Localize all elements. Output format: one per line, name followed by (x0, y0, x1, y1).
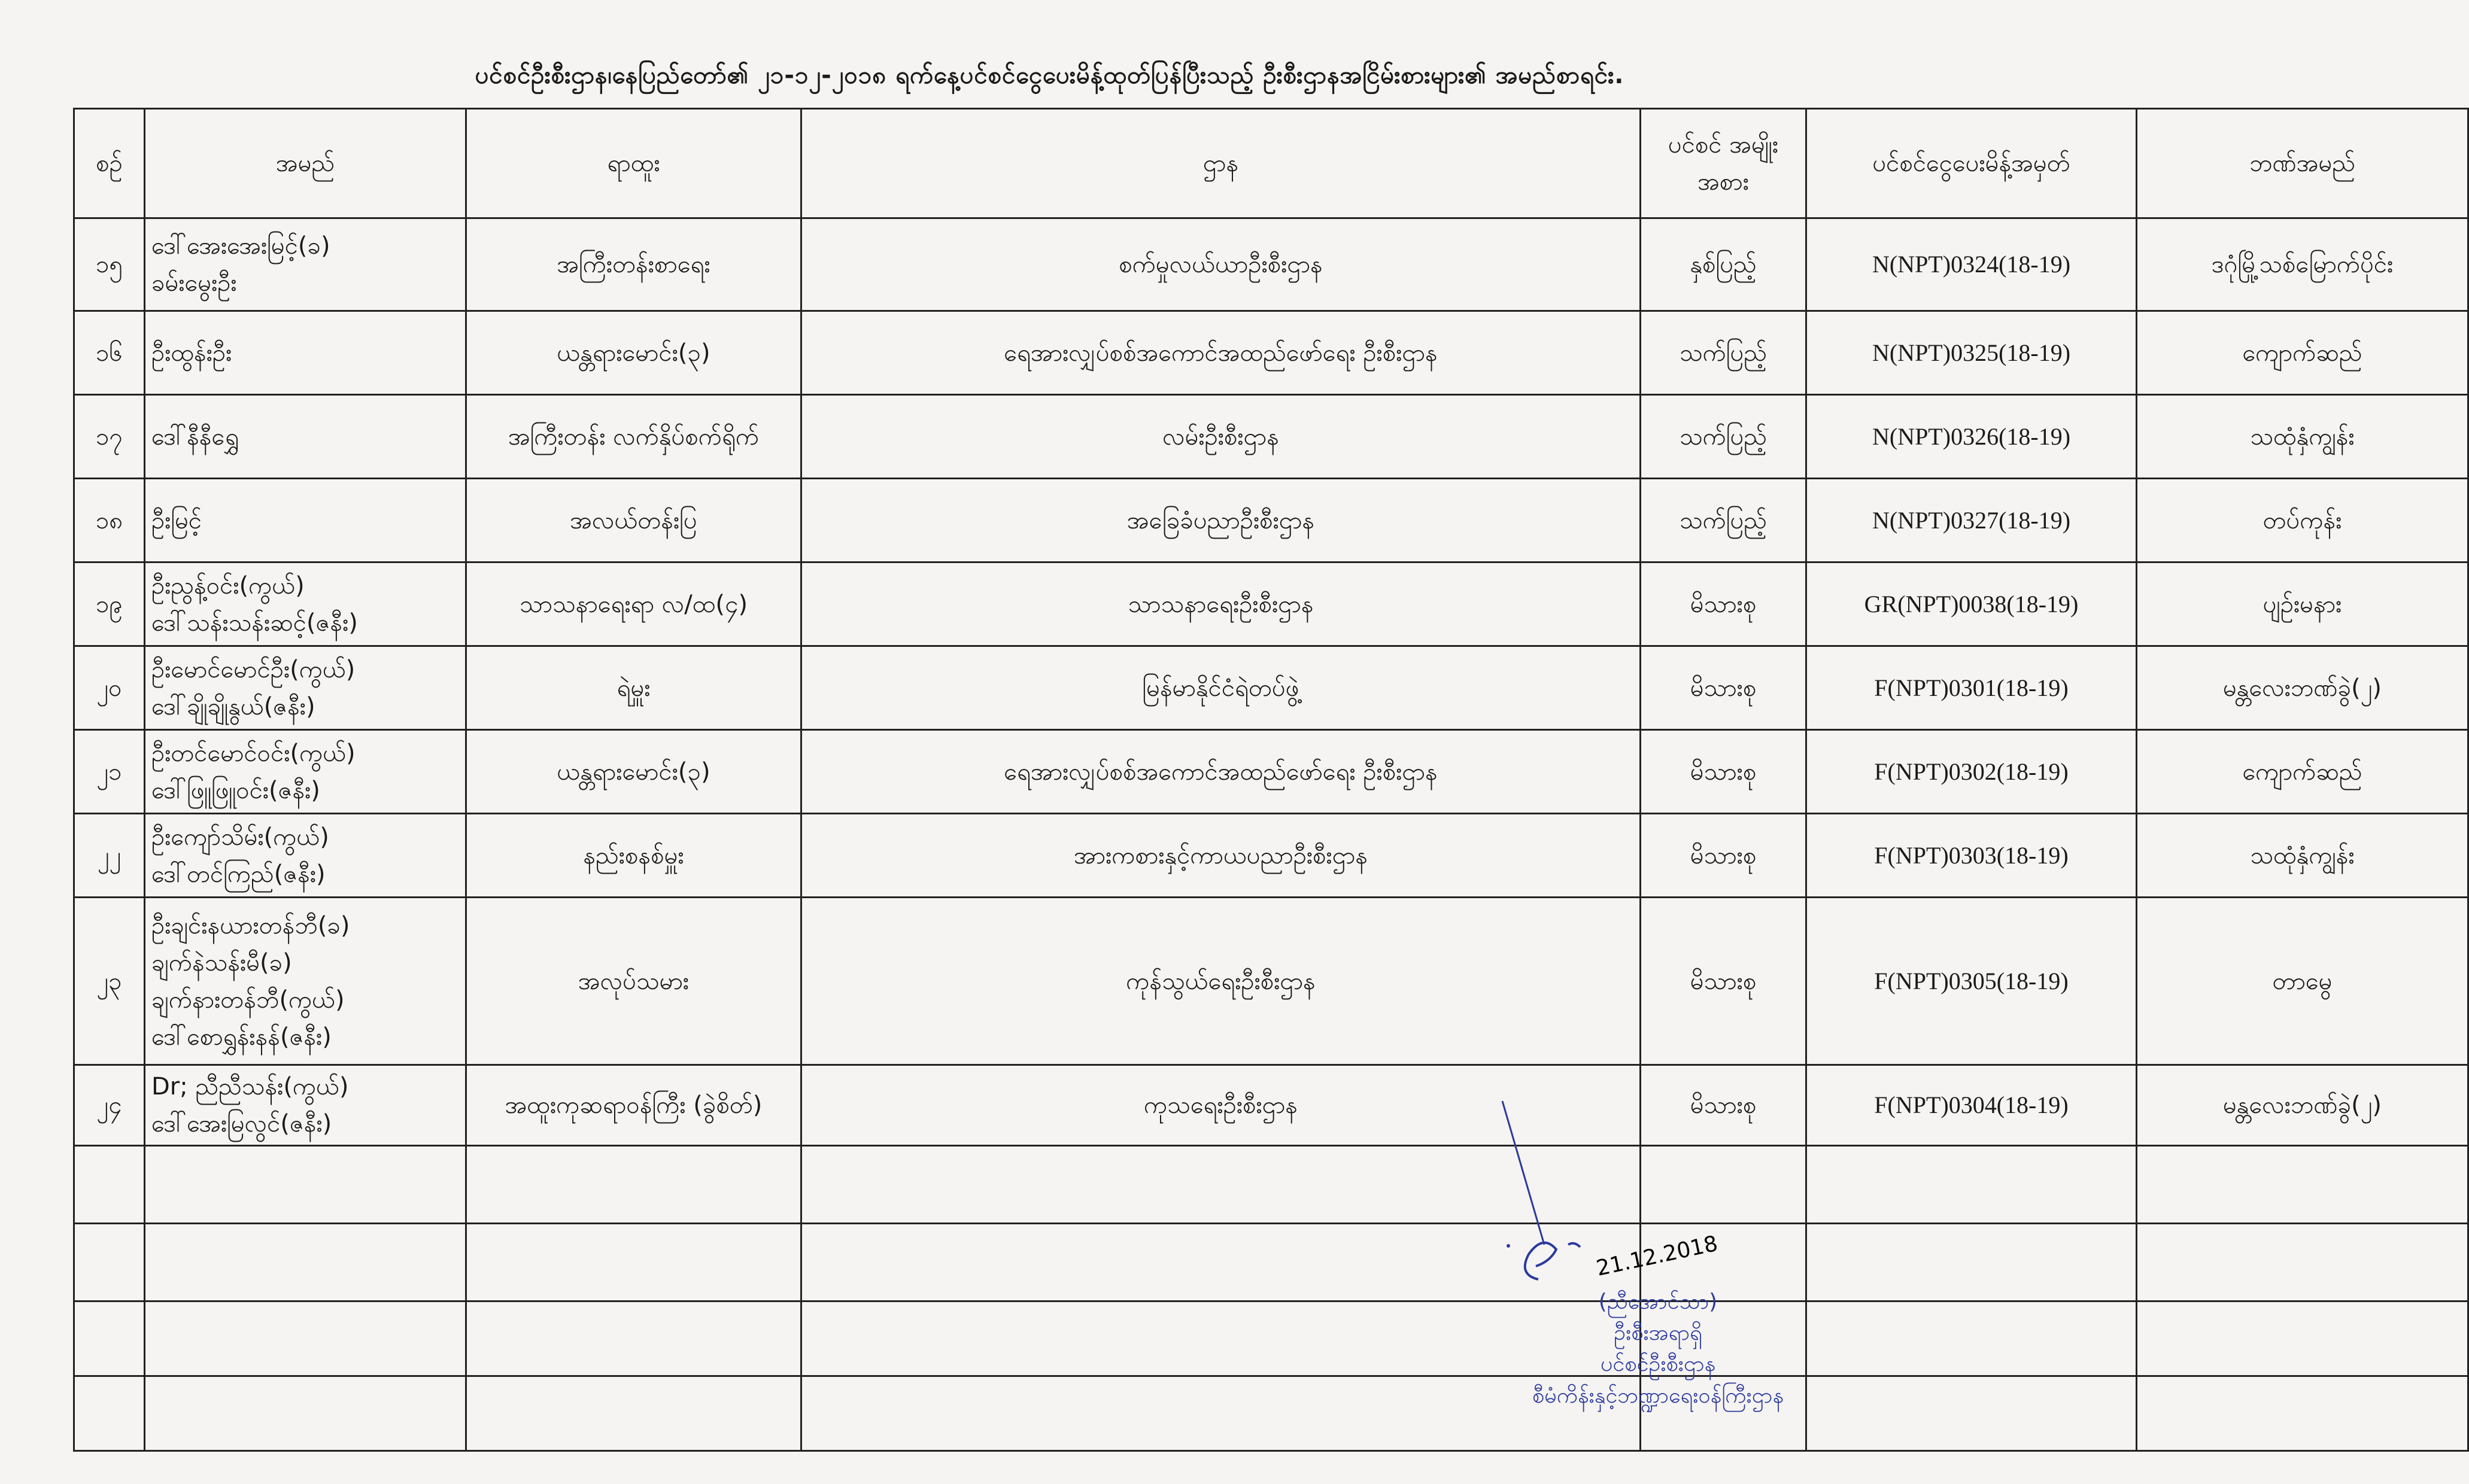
table-row (74, 730, 2468, 814)
cell-name (145, 311, 466, 395)
cell-no: ၁၈ (74, 479, 145, 562)
cell-rank: အကြီးတန်း လက်နှိပ်စက်ရိုက် (466, 395, 801, 479)
cell-department: မြန်မာနိုင်ငံရဲတပ်ဖွဲ့ (801, 646, 1641, 730)
cell-rank: အလုပ်သမား (466, 898, 801, 1065)
signature-date: 21.12.2018 (1594, 1231, 1720, 1281)
cell-bank: သထုံနှံကျွန်း (2137, 395, 2468, 479)
person-name: ဦးတင်မောင်ဝင်း(ကွယ်) (151, 739, 356, 767)
cell-name (145, 1065, 466, 1146)
table-header-row (74, 109, 2468, 218)
table-row (74, 1376, 2468, 1451)
table-row (74, 646, 2468, 730)
cell-permit-no: F(NPT)0302(18-19) (1806, 730, 2137, 814)
header-bank: ဘဏ်အမည် (2137, 109, 2468, 218)
cell-pension-type: မိသားစု (1641, 562, 1806, 646)
person-name: ချက်နဲသန်းမီ(ခ) (151, 948, 292, 977)
cell-pension-type: သက်ပြည့် (1641, 311, 1806, 395)
header-pension-type: ပင်စင် အမျိုးအစား (1641, 109, 1806, 218)
cell-rank: ယန္တရားမောင်း(၃) (466, 730, 801, 814)
cell-no: ၂၀ (74, 646, 145, 730)
cell-permit-no: N(NPT)0327(18-19) (1806, 479, 2137, 562)
cell-no: ၁၉ (74, 562, 145, 646)
cell-rank: ရဲမှူး (466, 646, 801, 730)
cell-name (145, 1301, 466, 1376)
cell-permit-no: F(NPT)0301(18-19) (1806, 646, 2137, 730)
cell-department: အခြေခံပညာဦးစီးဌာန (801, 479, 1641, 562)
cell-rank (466, 1301, 801, 1376)
cell-rank: အကြီးတန်းစာရေး (466, 218, 801, 311)
table-row (74, 479, 2468, 562)
cell-rank: အလယ်တန်းပြ (466, 479, 801, 562)
signatory-office: ပင်စင်ဦးစီးဌာန (1600, 1352, 1716, 1377)
cell-department: လမ်းဦးစီးဌာန (801, 395, 1641, 479)
cell-name (145, 395, 466, 479)
cell-permit-no: N(NPT)0324(18-19) (1806, 218, 2137, 311)
table-row (74, 395, 2468, 479)
cell-name (145, 562, 466, 646)
cell-department: ကုသရေးဦးစီးဌာန (801, 1065, 1641, 1146)
cell-permit-no: F(NPT)0304(18-19) (1806, 1065, 2137, 1146)
person-name: ဦးကျော်သိမ်း(ကွယ်) (151, 823, 329, 851)
person-name: ဦးချင်းနယားတန်ဘီ(ခ) (151, 911, 350, 939)
cell-pension-type: မိသားစု (1641, 730, 1806, 814)
cell-pension-type: သက်ပြည့် (1641, 479, 1806, 562)
cell-pension-type: မိသားစု (1641, 646, 1806, 730)
cell-bank: တာမွေ (2137, 898, 2468, 1065)
person-name: ဒေါ်တင်ကြည်(ဇနီး) (151, 860, 326, 888)
person-name: ဒေါ်နီနီရွှေ (151, 422, 239, 451)
cell-bank: ကျောက်ဆည် (2137, 311, 2468, 395)
table-row (74, 814, 2468, 898)
cell-no: ၂၁ (74, 730, 145, 814)
cell-no (74, 1301, 145, 1376)
cell-bank: ဒဂုံမြို့သစ်မြောက်ပိုင်း (2137, 218, 2468, 311)
person-name: ဦးညွန့်ဝင်း(ကွယ်) (151, 571, 305, 600)
cell-no: ၂၃ (74, 898, 145, 1065)
cell-name (145, 898, 466, 1065)
cell-no: ၁၇ (74, 395, 145, 479)
cell-permit-no: F(NPT)0305(18-19) (1806, 898, 2137, 1065)
cell-bank: ပျဉ်းမနား (2137, 562, 2468, 646)
person-name: Dr; ညီညီသန်း(ကွယ်) (151, 1073, 349, 1100)
cell-no (74, 1376, 145, 1451)
cell-department: ရေအားလျှပ်စစ်အကောင်အထည်ဖော်ရေး ဦးစီးဌာန (801, 311, 1641, 395)
cell-no: ၁၆ (74, 311, 145, 395)
signatory-name: (ညီအောင်သာ) (1598, 1290, 1718, 1314)
header-permit-no: ပင်စင်ငွေပေးမိန့်အမှတ် (1806, 109, 2137, 218)
cell-rank: အထူးကုဆရာဝန်ကြီး (ခွဲစိတ်) (466, 1065, 801, 1146)
header-rank: ရာထူး (466, 109, 801, 218)
table-row (74, 311, 2468, 395)
cell-name (145, 646, 466, 730)
cell-bank (2137, 1301, 2468, 1376)
cell-permit-no: N(NPT)0326(18-19) (1806, 395, 2137, 479)
cell-no: ၂၄ (74, 1065, 145, 1146)
person-name: ဒေါ်စောရွှန်းနန်(ဇနီး) (151, 1023, 332, 1051)
cell-rank (466, 1224, 801, 1301)
cell-bank: ကျောက်ဆည် (2137, 730, 2468, 814)
person-name: ခမ်းမွေးဦး (151, 269, 237, 297)
signature-block (1442, 1209, 1873, 1412)
person-name: ဒေါ်အေးမြလွင်(ဇနီး) (151, 1110, 332, 1138)
cell-bank: တပ်ကုန်း (2137, 479, 2468, 562)
signatory-title: ဦးစီးအရာရှိ (1614, 1321, 1702, 1346)
cell-department: အားကစားနှင့်ကာယပညာဦးစီးဌာန (801, 814, 1641, 898)
person-name: ချက်နားတန်ဘီ(ကွယ်) (151, 986, 345, 1014)
cell-department: ကုန်သွယ်ရေးဦးစီးဌာန (801, 898, 1641, 1065)
table-row (74, 1301, 2468, 1376)
table-row (74, 1146, 2468, 1224)
table-row (74, 898, 2468, 1065)
cell-permit-no: GR(NPT)0038(18-19) (1806, 562, 2137, 646)
cell-rank (466, 1376, 801, 1451)
person-name: ဦးထွန်းဦး (151, 339, 232, 367)
handwritten-signature (1502, 1209, 1814, 1287)
cell-no (74, 1224, 145, 1301)
cell-pension-type: သက်ပြည့် (1641, 395, 1806, 479)
cell-rank: သာသနာရေးရာ လ/ထ(၄) (466, 562, 801, 646)
header-no: စဉ် (74, 109, 145, 218)
cell-no: ၁၅ (74, 218, 145, 311)
cell-name (145, 814, 466, 898)
cell-pension-type: မိသားစု (1641, 1065, 1806, 1146)
cell-rank: ယန္တရားမောင်း(၃) (466, 311, 801, 395)
cell-bank (2137, 1224, 2468, 1301)
cell-name (145, 479, 466, 562)
cell-department: ရေအားလျှပ်စစ်အကောင်အထည်ဖော်ရေး ဦးစီးဌာန (801, 730, 1641, 814)
cell-department: စက်မှုလယ်ယာဦးစီးဌာန (801, 218, 1641, 311)
cell-bank: မန္တလေးဘဏ်ခွဲ(၂) (2137, 1065, 2468, 1146)
cell-name (145, 1376, 466, 1451)
person-name: ဒေါ်ဖြူဖြူဝင်း(ဇနီး) (151, 776, 320, 804)
cell-pension-type: နှစ်ပြည့် (1641, 218, 1806, 311)
cell-name (145, 218, 466, 311)
table-row (74, 562, 2468, 646)
person-name: ဒေါ်ချိုချိုနွယ်(ဇနီး) (151, 692, 315, 720)
cell-pension-type: မိသားစု (1641, 814, 1806, 898)
cell-bank: သထုံနှံကျွန်း (2137, 814, 2468, 898)
cell-permit-no: N(NPT)0325(18-19) (1806, 311, 2137, 395)
header-name: အမည် (145, 109, 466, 218)
cell-pension-type: မိသားစု (1641, 898, 1806, 1065)
cell-name (145, 1146, 466, 1224)
table-row (74, 1065, 2468, 1146)
cell-name (145, 730, 466, 814)
table-row (74, 1224, 2468, 1301)
cell-rank: နည်းစနစ်မှူး (466, 814, 801, 898)
person-name: ဒေါ်သန်းသန်းဆင့်(ဇနီး) (151, 609, 358, 637)
cell-bank (2137, 1146, 2468, 1224)
cell-bank: မန္တလေးဘဏ်ခွဲ(၂) (2137, 646, 2468, 730)
header-department: ဌာန (801, 109, 1641, 218)
document-title: ပင်စင်ဦးစီးဌာန၊နေပြည်တော်၏ ၂၁-၁၂-၂၀၁၈ ရက်နေ့ပင်စင်ငွေပေးမိန့်ထုတ်ပြန်ပြီးသည့် ဦးစီးဌာနအငြိမ်းစားများ၏ အမည်စာရင်း. (475, 62, 1624, 89)
person-name: ဒေါ်အေးအေးမြင့်(ခ) (151, 232, 330, 260)
pension-register-table (73, 108, 2469, 1452)
cell-no (74, 1146, 145, 1224)
cell-permit-no: F(NPT)0303(18-19) (1806, 814, 2137, 898)
table-row (74, 218, 2468, 311)
signatory-ministry: စီမံကိန်းနှင့်ဘဏ္ဍာရေးဝန်ကြီးဌာန (1532, 1383, 1784, 1408)
cell-bank (2137, 1376, 2468, 1451)
person-name: ဦးမောင်မောင်ဦး(ကွယ်) (151, 655, 356, 683)
cell-rank (466, 1146, 801, 1224)
cell-department: သာသနာရေးဦးစီးဌာန (801, 562, 1641, 646)
cell-name (145, 1224, 466, 1301)
person-name: ဦးမြင့် (151, 506, 202, 534)
cell-no: ၂၂ (74, 814, 145, 898)
